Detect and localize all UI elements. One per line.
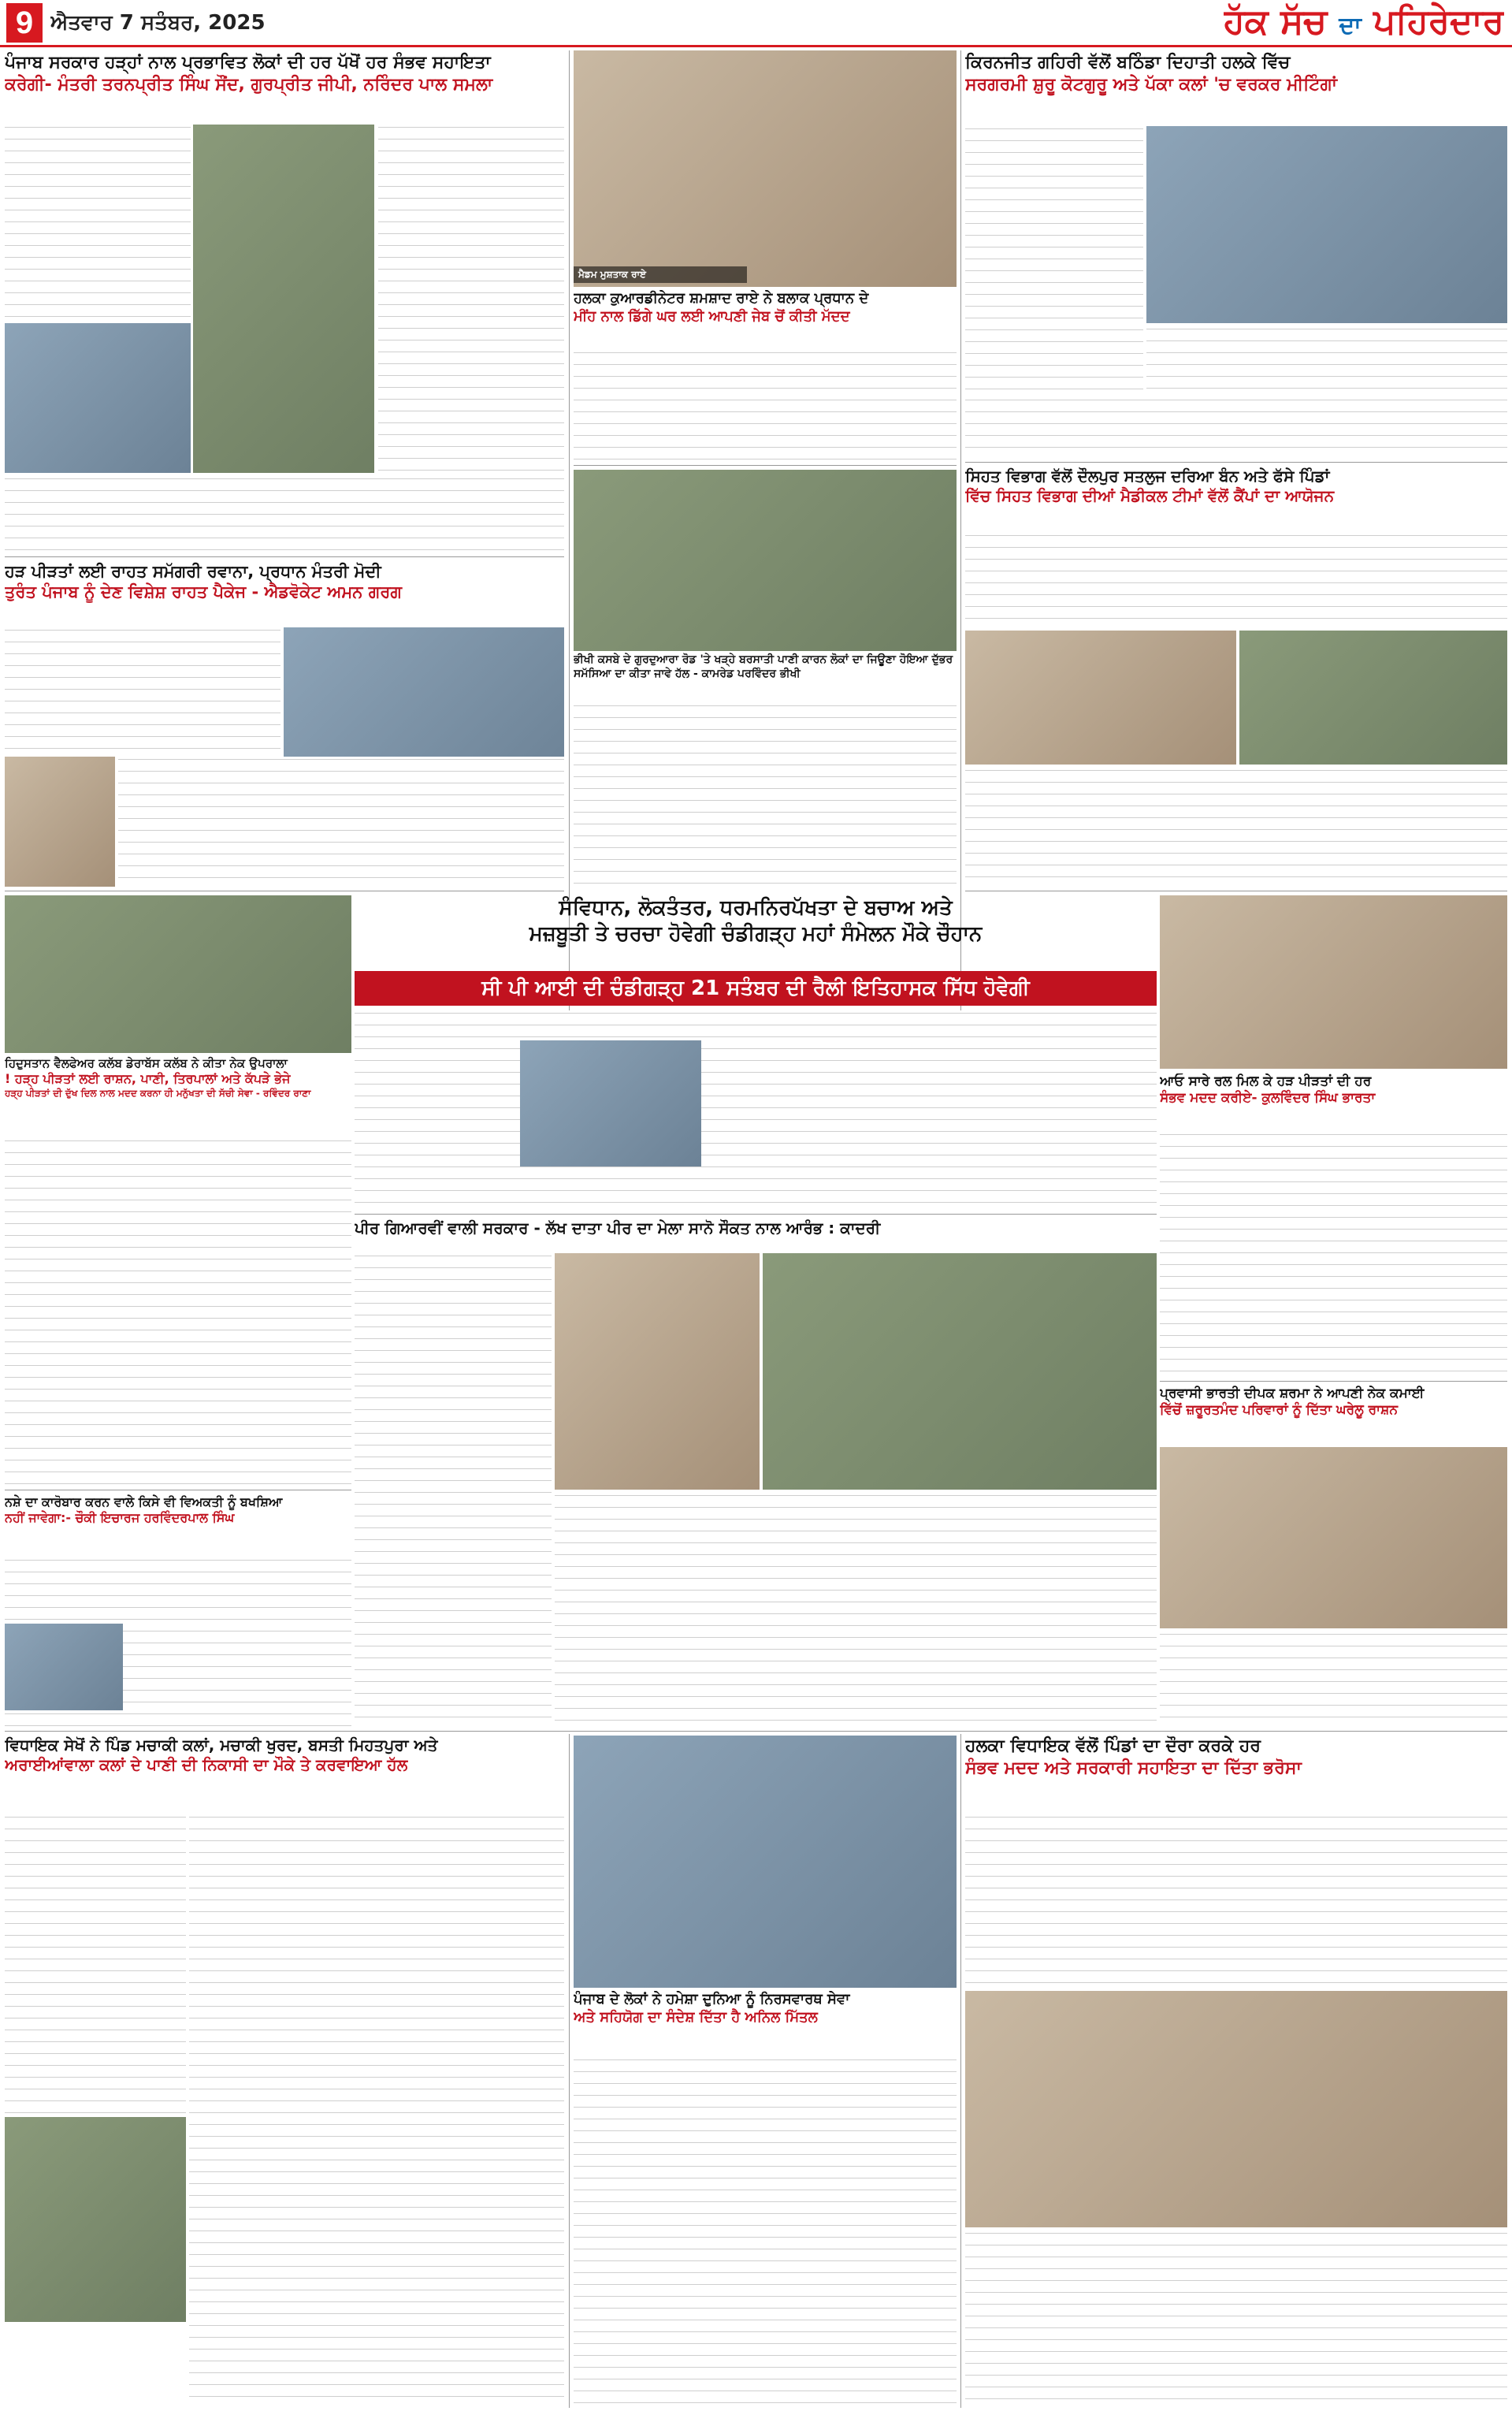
article-a3-photo: [574, 50, 957, 287]
page-number: 9: [6, 3, 43, 43]
article-a15-headline: ਹਲਕਾ ਵਿਧਾਇਕ ਵੱਲੋਂ ਪਿੰਡਾਂ ਦਾ ਦੌਰਾ ਕਰਕੇ ਹਰ ਸੰਭਵ ਮਦਦ ਅਤੇ ਸਰਕਾਰੀ ਸਹਾਇਤਾ ਦਾ ਦਿੱਤਾ ਭਰੋਸਾ: [965, 1736, 1302, 1778]
article-a8-body: [5, 1138, 351, 1485]
masthead: [0, 0, 1512, 47]
article-a12-headline: ਪੀਰ ਗਿਆਰਵੀਂ ਵਾਲੀ ਸਰਕਾਰ - ਲੱਖ ਦਾਤਾ ਪੀਰ ਦਾ ਮੇਲਾ ਸਾਨੋ ਸੌਕਤ ਨਾਲ ਆਰੰਭ : ਕਾਦਰੀ: [355, 1219, 881, 1237]
article-a13-body-2: [189, 1814, 564, 2405]
article-a2-body-2: [118, 757, 564, 887]
column-rule: [960, 50, 961, 1036]
article-a1-body-3: [5, 476, 564, 552]
section-rule: [1160, 1381, 1507, 1382]
article-a10-headline: ਆਓ ਸਾਰੇ ਰਲ ਮਿਲ ਕੇ ਹੜ ਪੀੜਤਾਂ ਦੀ ਹਰ ਸੰਭਵ ਮਦਦ ਕਰੀਏ- ਕੁਲਵਿੰਦਰ ਸਿੰਘ ਭਾਰਤਾ: [1160, 1073, 1376, 1107]
article-a1-body: [5, 125, 191, 322]
article-a14-headline: ਪੰਜਾਬ ਦੇ ਲੋਕਾਂ ਨੇ ਹਮੇਸ਼ਾ ਦੁਨਿਆ ਨੂੰ ਨਿਰਸਵਾਰਥ ਸੇਵਾ ਅਤੇ ਸਹਿਯੋਗ ਦਾ ਸੰਦੇਸ਼ ਦਿੱਤਾ ਹੈ ਅਨਿਲ ਮਿੱਤਲ: [574, 1991, 850, 2026]
article-a2-headline: ਹੜ ਪੀੜਤਾਂ ਲਈ ਰਾਹਤ ਸਮੱਗਰੀ ਰਵਾਨਾ, ਪ੍ਰਧਾਨ ਮੰਤਰੀ ਮੋਦੀ ਤੁਰੰਤ ਪੰਜਾਬ ਨੂੰ ਦੇਣ ਵਿਸ਼ੇਸ਼ ਰਾਹਤ ਪੈਕੇਜ - ਐਡਵੋਕੇਟ ਅਮਨ ਗਰਗ: [5, 562, 402, 602]
article-a5-body: [574, 703, 957, 891]
article-a7-headline: ਸੰਵਿਧਾਨ, ਲੋਕਤੰਤਰ, ਧਰਮਨਿਰਪੱਖਤਾ ਦੇ ਬਚਾਅ ਅਤੇ ਮਜ਼ਬੂਤੀ ਤੇ ਚਰਚਾ ਹੋਵੇਗੀ ਚੰਡੀਗੜ੍ਹ ਮਹਾਂ ਸੰਮੇਲਨ ਮੌਕੇ ਚੌਹਾਨ: [529, 896, 983, 946]
article-a6-body: [965, 533, 1507, 627]
article-a11-photo: [1160, 1447, 1507, 1628]
article-a4-body-2: [1146, 326, 1507, 394]
article-a10-body: [1160, 1132, 1507, 1376]
section-rule: [5, 1731, 1507, 1732]
article-a7-photo: [520, 1040, 701, 1166]
section-rule: [5, 556, 564, 557]
article-a12-photo-2: [763, 1253, 1157, 1490]
article-a11-headline: ਪ੍ਰਵਾਸੀ ਭਾਰਤੀ ਦੀਪਕ ਸ਼ਰਮਾ ਨੇ ਆਪਣੀ ਨੇਕ ਕਮਾਈ ਵਿੱਚੋਂ ਜ਼ਰੂਰਤਮੰਦ ਪਰਿਵਾਰਾਂ ਨੂੰ ਦਿੱਤਾ ਘਰੇਲੂ ਰਾਸ਼ਨ: [1160, 1386, 1425, 1419]
article-a13-headline: ਵਿਧਾਇਕ ਸੇਖੋਂ ਨੇ ਪਿੰਡ ਮਚਾਕੀ ਕਲਾਂ, ਮਚਾਕੀ ਖੁਰਦ, ਬਸਤੀ ਮਿਹਤਪੁਰਾ ਅਤੇ ਅਰਾਈਆਂਵਾਲਾ ਕਲਾਂ ਦੇ ਪਾਣੀ ਦੀ ਨਿਕਾਸੀ ਦਾ ਮੌਕੇ ਤੇ ਕਰਵਾਇਆ ਹੱਲ: [5, 1736, 438, 1774]
article-a4-body: [965, 126, 1143, 394]
article-a9-headline: ਨਸ਼ੇ ਦਾ ਕਾਰੋਬਾਰ ਕਰਨ ਵਾਲੇ ਕਿਸੇ ਵੀ ਵਿਅਕਤੀ ਨੂੰ ਬਖਸ਼ਿਆ ਨਹੀਂ ਜਾਵੇਗਾ:- ਚੌਕੀ ਇਚਾਰਜ ਹਰਵਿੰਦਰਪਾਲ ਸਿੰਘ: [5, 1494, 283, 1525]
section-rule: [355, 1214, 1157, 1215]
dateline: ਐਤਵਾਰ 7 ਸਤੰਬਰ, 2025: [50, 11, 266, 35]
article-a7-body: [355, 1010, 1157, 1207]
section-rule: [574, 465, 957, 466]
article-a3-photo-caption: ਮੈਡਮ ਮੁਸ਼ਤਾਕ ਰਾਏ: [574, 266, 747, 287]
article-a1-photo-2: [193, 125, 374, 473]
article-a12-body: [355, 1253, 552, 1726]
newspaper-logo: ਹੱਕ ਸੱਚ ਦਾ ਪਹਿਰੇਦਾਰ: [1223, 2, 1504, 42]
article-a5-caption: ਭੀਖੀ ਕਸਬੇ ਦੇ ਗੁਰਦੁਆਰਾ ਰੋਡ 'ਤੇ ਖੜ੍ਹੇ ਬਰਸਾਤੀ ਪਾਣੀ ਕਾਰਨ ਲੋਕਾਂ ਦਾ ਜਿਊਣਾ ਹੋਇਆ ਦੁੱਭਰ ਸਮੱਸਿਆ ਦਾ ਕੀਤਾ ਜਾਵੇ ਹੱਲ - ਕਾਮਰੇਡ ਪਰਵਿੰਦਰ ਭੀਖੀ: [574, 653, 953, 680]
article-a14-photo: [574, 1736, 957, 1988]
article-a6-photo: [965, 631, 1236, 765]
article-a8-headline: ਹਿਦੁਸਤਾਨ ਵੈਲਫੇਅਰ ਕਲੱਬ ਡੇਰਾਬੱਸ ਕਲੱਬ ਨੇ ਕੀਤਾ ਨੇਕ ਉਪਰਾਲਾ ! ਹੜ੍ਹ ਪੀੜਤਾਂ ਲਈ ਰਾਸ਼ਨ, ਪਾਣੀ, ਤਿਰਪਾਲਾਂ ਅਤੇ ਕੱਪੜੇ ਭੇਜੇ ਹੜ੍ਹ ਪੀੜਤਾਂ ਦੀ ਦੁੱਖ ਦਿਲ ਨਾਲ ਮਦਦ ਕਰਨਾ ਹੀ ਮਨੁੱਖਤਾ ਦੀ ਸੱਚੀ ਸੇਵਾ - ਰਵਿੰਦਰ ਰਾਣਾ: [5, 1056, 311, 1099]
article-a2-body: [5, 627, 280, 753]
article-a6-photo-2: [1239, 631, 1507, 765]
article-a1-headline: ਪੰਜਾਬ ਸਰਕਾਰ ਹੜ੍ਹਾਂ ਨਾਲ ਪ੍ਰਭਾਵਿਤ ਲੋਕਾਂ ਦੀ ਹਰ ਪੱਖੋਂ ਹਰ ਸੰਭਵ ਸਹਾਇਤਾ ਕਰੇਗੀ- ਮੰਤਰੀ ਤਰਨਪ੍ਰੀਤ ਸਿੰਘ ਸੌਂਦ, ਗੁਰਪ੍ਰੀਤ ਜੀਪੀ, ਨਰਿੰਦਰ ਪਾਲ ਸਮਲਾ: [5, 53, 493, 95]
article-a14-body: [574, 2057, 957, 2408]
column-rule: [960, 1734, 961, 2408]
article-a5-photo: [574, 470, 957, 651]
article-a13-photo: [5, 2117, 186, 2322]
article-a10-photo: [1160, 895, 1507, 1069]
article-a1-body-2: [378, 125, 564, 473]
article-a12-body-2: [555, 1493, 1157, 1726]
article-a1-photo: [5, 323, 191, 473]
column-rule: [569, 50, 570, 1036]
article-a2-photo: [5, 757, 115, 887]
article-a15-photo: [965, 1991, 1507, 2227]
article-a4-headline: ਕਿਰਨਜੀਤ ਗਹਿਰੀ ਵੱਲੋਂ ਬਠਿੰਡਾ ਦਿਹਾਤੀ ਹਲਕੇ ਵਿੱਚ ਸਰਗਰਮੀ ਸ਼ੁਰੂ ਕੋਟਗੁਰੂ ਅਤੇ ਪੱਕਾ ਕਲਾਂ 'ਚ ਵਰਕਰ ਮੀਟਿੰਗਾਂ: [965, 53, 1337, 95]
article-a4-photo: [1146, 126, 1507, 323]
article-a6-headline: ਸਿਹਤ ਵਿਭਾਗ ਵੱਲੋਂ ਦੌਲਪੁਰ ਸਤਲੁਜ ਦਰਿਆ ਬੰਨ ਅਤੇ ਫੱਸੇ ਪਿੰਡਾਂ ਵਿੱਚ ਸਿਹਤ ਵਿਭਾਗ ਦੀਆਂ ਮੈਡੀਕਲ ਟੀਮਾਂ ਵੱਲੋਂ ਕੈਂਪਾਂ ਦਾ ਆਯੋਜਨ: [965, 467, 1335, 505]
article-a9-photo: [5, 1624, 123, 1710]
article-a15-body: [965, 1814, 1507, 1988]
column-rule: [569, 1734, 570, 2408]
article-a4-body-3: [965, 397, 1507, 457]
section-rule: [965, 462, 1507, 463]
article-a3-headline: ਹਲਕਾ ਕੁਆਰਡੀਨੇਟਰ ਸ਼ਮਸ਼ਾਦ ਰਾਏ ਨੇ ਬਲਾਕ ਪ੍ਰਧਾਨ ਦੇ ਮੀਂਹ ਨਾਲ ਡਿੱਗੇ ਘਰ ਲਈ ਆਪਣੀ ਜੇਬ ਚੋਂ ਕੀਤੀ ਮੱਦਦ: [574, 290, 869, 325]
article-a3-body: [574, 350, 957, 460]
article-a6-body-2: [965, 768, 1507, 886]
article-a12-photo: [555, 1253, 760, 1490]
article-a13-body: [5, 1814, 186, 2114]
article-a8-photo: [5, 895, 351, 1053]
article-a15-body-2: [965, 2231, 1507, 2408]
article-a11-body: [1160, 1632, 1507, 1726]
article-a7-band: ਸੀ ਪੀ ਆਈ ਦੀ ਚੰਡੀਗੜ੍ਹ 21 ਸਤੰਬਰ ਦੀ ਰੈਲੀ ਇਤਿਹਾਸਕ ਸਿੱਧ ਹੋਵੇਗੀ: [355, 971, 1157, 1006]
